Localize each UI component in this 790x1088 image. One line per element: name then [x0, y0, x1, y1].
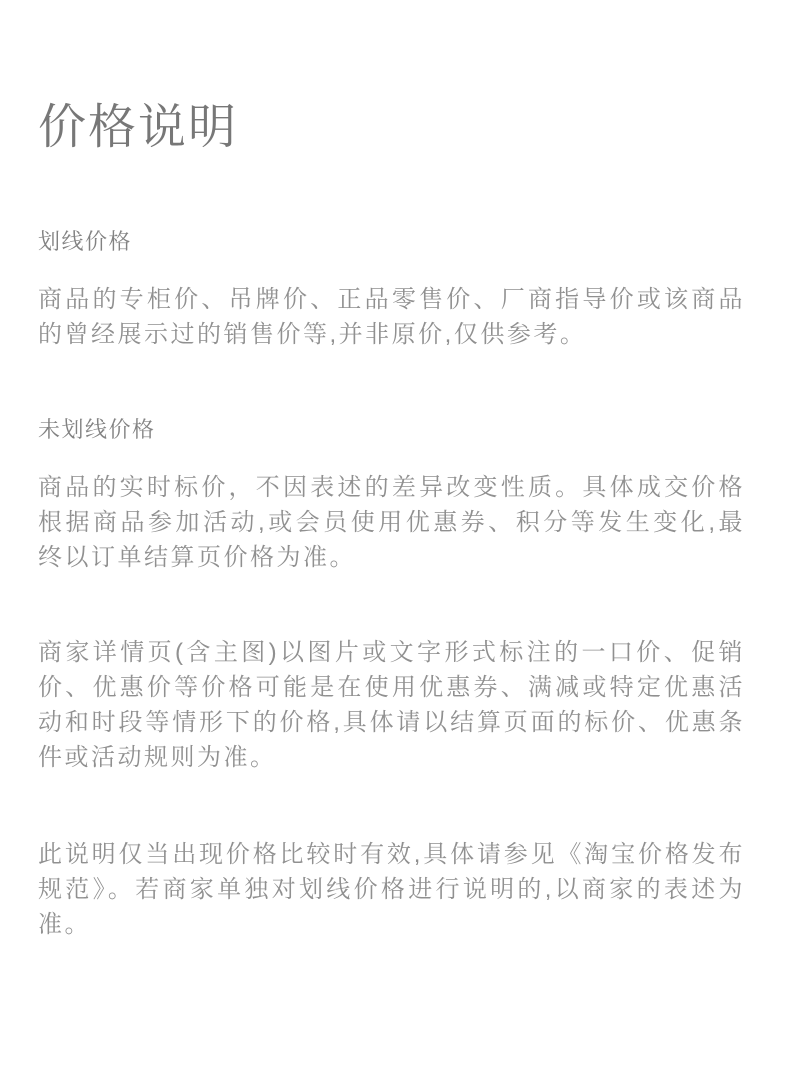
strike-price-heading: 划线价格	[38, 229, 133, 254]
validity-note-paragraph: 此说明仅当出现价格比较时有效,具体请参见《淘宝价格发布规范》。若商家单独对划线价格进行说明的,以商家的表述为准。	[38, 841, 745, 938]
detail-page-note-paragraph: 商家详情页(含主图)以图片或文字形式标注的一口价、促销价、优惠价等价格可能是在使用优惠券、满减或特定优惠活动和时段等情形下的价格,具体请以结算页面的标价、优惠条件或活动规则为准。	[38, 639, 745, 771]
unstrike-price-paragraph: 商品的实时标价，不因表述的差异改变性质。具体成交价格根据商品参加活动,或会员使用优惠券、积分等发生变化,最终以订单结算页价格为准。	[38, 474, 745, 571]
page-title: 价格说明	[38, 101, 239, 154]
strike-price-paragraph: 商品的专柜价、吊牌价、正品零售价、厂商指导价或该商品的曾经展示过的销售价等,并非原价,仅供参考。	[38, 286, 745, 348]
unstrike-price-heading: 未划线价格	[38, 417, 156, 442]
